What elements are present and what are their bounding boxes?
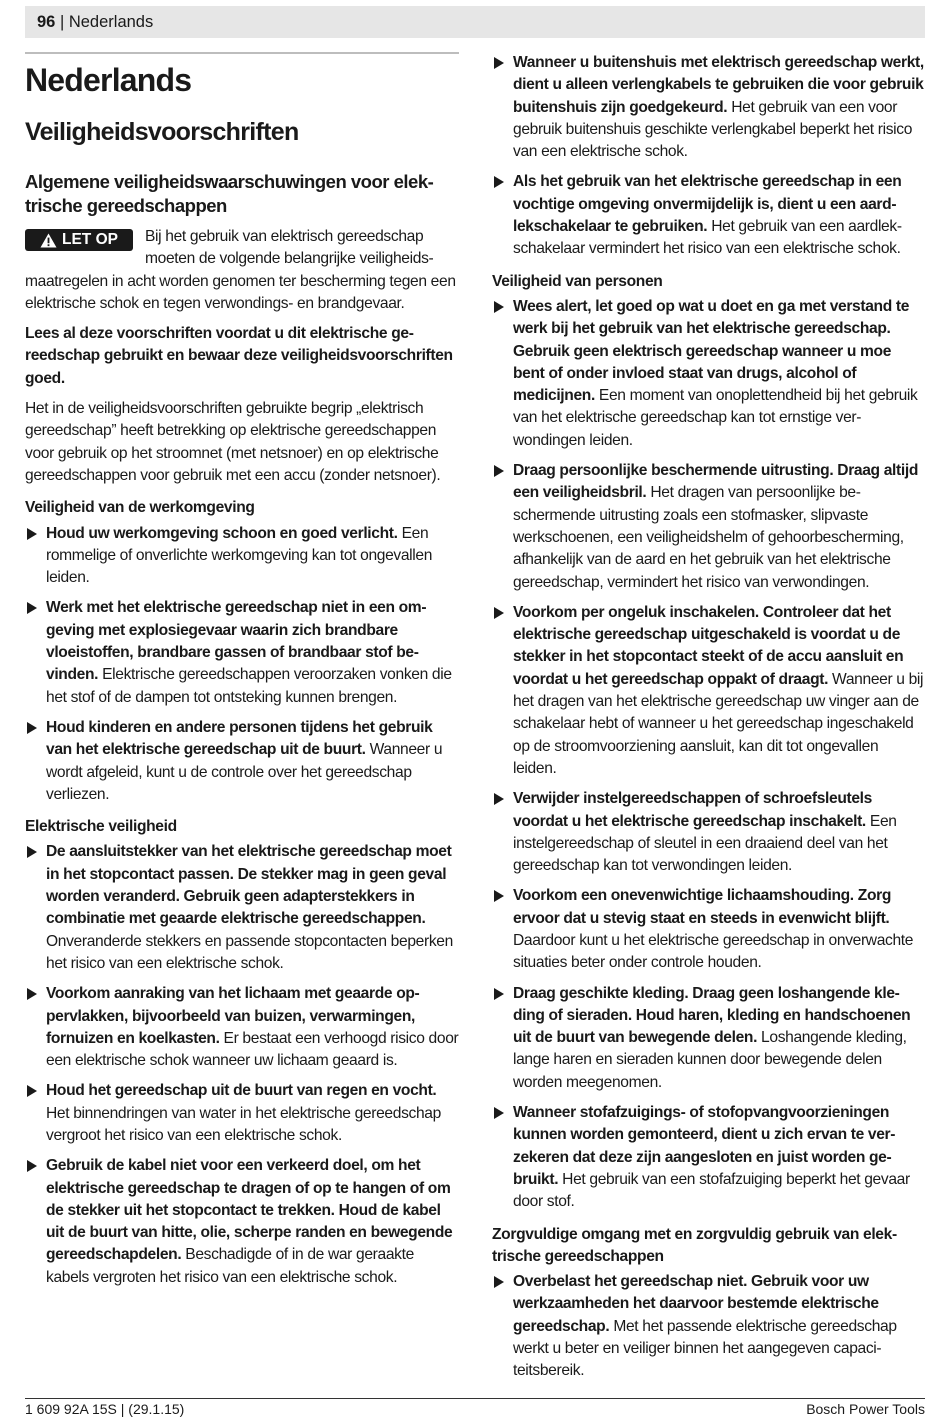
item-bold: Houd het gereedschap uit de buurt van regen en vocht.: [46, 1082, 437, 1100]
item-text: Het gebruik van een stofafzuiging beperkt het gevaar door stof.: [513, 1170, 910, 1211]
item-text: Een rommelige of onverlichte werkomgeving kan tot ongevallen leiden.: [46, 524, 433, 587]
list-item: [25, 1155, 459, 1289]
bullet-triangle-icon: [494, 607, 504, 619]
left-column: [25, 52, 459, 1297]
page-title: Nederlands: [25, 62, 192, 98]
item-text: Het gebruik van een aardlekschakelaar vermindert het risico van een elektrische schok.: [513, 218, 903, 258]
bullet-triangle-icon: [494, 57, 504, 69]
subsection-title: Veiligheid van personen: [492, 272, 663, 290]
footer-rule: [25, 1398, 925, 1399]
top-rule: [25, 52, 459, 54]
subsection-title: Zorgvuldige omgang met en zorgvuldig gebruik van elektrische gereedschappen: [492, 1225, 898, 1265]
item-bold: Houd kinderen en andere personen tijdens het gebruik van het elektrische gereedschap uit de buurt.: [46, 718, 433, 759]
list-item: [492, 52, 925, 163]
list-item: [492, 460, 925, 594]
bullet-triangle-icon: [494, 176, 504, 188]
bullet-triangle-icon: [27, 988, 37, 1000]
bullet-triangle-icon: [494, 890, 504, 902]
header-separator: |: [59, 13, 65, 31]
subsection-title: Veiligheid van de werkomgeving: [25, 499, 255, 517]
list-item: [25, 523, 459, 590]
footer-brand: Bosch Power Tools: [806, 1401, 925, 1417]
list-item: [492, 885, 925, 974]
bullet-triangle-icon: [27, 1085, 37, 1097]
bullet-triangle-icon: [494, 988, 504, 1000]
bullet-triangle-icon: [27, 1160, 37, 1172]
item-bold: Overbelast het gereedschap niet. Gebruik voor uw werkzaamheden het daarvoor bestemde elektrische gereedschap.: [513, 1273, 879, 1335]
warning-block: [25, 226, 459, 315]
item-bold: Wanneer u buitenshuis met elektrisch gereedschap werkt, dient u alleen verlengkabels te gebruiken die voor gebruik buitenshuis zijn goedgekeurd.: [513, 54, 924, 116]
item-text: Een moment van onoplettendheid bij het gebruik van het elektrische gereedschap kan tot ernstige verwondingen leiden.: [513, 387, 918, 449]
item-text: Loshangende kleding, lange haren en sieraden kunnen door bewegende delen worden meegenomen.: [513, 1029, 907, 1091]
right-column: [492, 52, 925, 1391]
header-section: Nederlands: [68, 13, 154, 31]
warning-badge-label: LET OP: [62, 231, 118, 248]
subheading: Algemene veiligheidswaarschuwingen voor elektrische gereedschappen: [25, 171, 434, 216]
bullet-triangle-icon: [494, 793, 504, 805]
bullet-triangle-icon: [27, 846, 37, 858]
item-bold: Voorkom een onevenwichtige lichaamshouding. Zorg ervoor dat u stevig staat en steeds in evenwicht blijft.: [513, 887, 892, 927]
list-item: [25, 841, 459, 975]
item-bold: Voorkom per ongeluk inschakelen. Controleer dat het elektrische gereedschap uitgeschakeld is voordat u de stekker in het stopcontact steekt of de accu aansluit en voordat u het gereedschap oppakt of draagt.: [513, 603, 904, 688]
bullet-triangle-icon: [494, 465, 504, 477]
section-heading: Veiligheidsvoorschriften: [25, 118, 299, 146]
list-item: [492, 983, 925, 1094]
page-number: 96: [37, 13, 56, 31]
bullet-triangle-icon: [27, 722, 37, 734]
warning-badge: [25, 229, 133, 251]
item-text: Een instelgereedschap of sleutel in een draaiend deel van het gereedschap kan tot verwondingen leiden.: [513, 812, 897, 875]
item-text: Wanneer u wordt afgeleid, kunt u de controle over het gereedschap verliezen.: [46, 741, 443, 803]
item-text: Er bestaat een verhoogd risico door een elektrische schok wanneer uw lichaam geaard is.: [46, 1029, 459, 1070]
item-bold: De aansluitstekker van het elektrische gereedschap moet in het stopcontact passen. De stekker mag in geen geval worden veranderd. Gebruik geen adapterstekkers in combinatie met geaarde elektrische gereedschappen.: [46, 843, 452, 928]
item-bold: Gebruik de kabel niet voor een verkeerd doel, om het elektrische gereedschap te dragen of op te hangen of om de stekker uit het stopcontact te trekken. Houd de kabel uit de buurt van hitte, olie, scherpe randen en bewegende gereedschapdelen.: [46, 1157, 453, 1264]
bullet-triangle-icon: [27, 602, 37, 614]
item-text: Elektrische gereedschappen veroorzaken vonken die het stof of de dampen tot ontsteking kunnen brengen.: [46, 666, 452, 706]
item-text: Het binnendringen van water in het elektrische gereedschap vergroot het risico van een elektrische schok.: [46, 1104, 441, 1144]
bullet-triangle-icon: [494, 1107, 504, 1119]
item-text: Het dragen van persoonlijke beschermende uitrusting zoals een stofmasker, slipvaste werkschoenen, een veiligheidshelm of gehoorbescherming, afhankelijk van de aard en het gebruik van het elektrische gereedschap, vermindert het risico van verwondingen.: [513, 484, 904, 591]
list-item: [492, 788, 925, 877]
list-item: [492, 1102, 925, 1213]
page-header: [25, 6, 925, 38]
list-item: [25, 717, 459, 806]
item-bold: Wanneer stofafzuigings- of stofopvangvoorzieningen kunnen worden gemonteerd, dient u zich ervan te verzekeren dat deze zijn aangesloten en juist worden gebruikt.: [513, 1104, 896, 1188]
item-bold: Voorkom aanraking van het lichaam met geaarde oppervlakken, bijvoorbeeld van buizen, verwarmingen, fornuizen en koelkasten.: [46, 985, 420, 1047]
item-bold: Wees alert, let goed op wat u doet en ga met verstand te werk bij het gebruik van het elektrische gereedschap. Gebruik geen elektrisch gereedschap wanneer u moe bent of onder invloed staat van drugs, alcohol of medicijnen.: [513, 297, 910, 405]
list-item: [492, 171, 925, 260]
item-text: Daardoor kunt u het elektrische gereedschap in onverwachte situaties beter onder controle houden.: [513, 931, 914, 972]
item-text: Beschadigde of in de war geraakte kabels vergroten het risico van een elektrische schok.: [46, 1246, 414, 1286]
bullet-triangle-icon: [494, 301, 504, 313]
bullet-triangle-icon: [494, 1276, 504, 1288]
item-bold: Draag geschikte kleding. Draag geen loshangende kleding of sieraden. Houd haren, kleding en handschoenen uit de buurt van bewegende delen.: [513, 984, 911, 1047]
footer-doc-code: 1 609 92A 15S | (29.1.15): [25, 1401, 185, 1417]
item-text: Onveranderde stekkers en passende stopcontacten beperken het risico van een elektrische schok.: [46, 932, 453, 972]
item-bold: Verwijder instelgereedschappen of schroefsleutels voordat u het elektrische gereedschap inschakelt.: [513, 790, 872, 830]
item-text: Wanneer u bij het dragen van het elektrische gereedschap uw vinger aan de schakelaar hebt of wanneer u het gereedschap ingeschakeld op de stroomvoorziening aansluit, kan dit tot ongevallen leiden.: [513, 670, 924, 777]
intro-text: Bij het gebruik van elektrisch gereedschap moeten de volgende belangrijke veiligheidsmaatregelen in acht worden genomen ter bescherming tegen een elektrische schok en tegen verwondings- en brandgevaar.: [25, 228, 456, 312]
list-item: [492, 602, 925, 780]
item-bold: Draag persoonlijke beschermende uitrusting. Draag altijd een veiligheidsbril.: [513, 462, 919, 502]
list-item: [25, 1080, 459, 1147]
list-item: [25, 983, 459, 1072]
list-item: [492, 296, 925, 452]
item-bold: Als het gebruik van het elektrische gereedschap in een vochtige omgeving onvermijdelijk is, dient u een aardlekschakelaar te gebruiken.: [513, 173, 902, 236]
item-bold: Houd uw werkomgeving schoon en goed verlicht.: [46, 524, 398, 542]
subsection-title: Elektrische veiligheid: [25, 818, 177, 836]
item-text: Het gebruik van een voor gebruik buitenshuis geschikte verlengkabel beperkt het risico van een elektrische schok.: [513, 98, 913, 161]
list-item: [25, 597, 459, 708]
definition-text: Het in de veiligheidsvoorschriften gebruikte begrip „elektrisch gereedschap” heeft betrekking op elektrische gereedschappen voor gebruik op het stroomnet (met netsnoer) en op elektrische gereedschappen voor gebruik met een accu (zonder netsnoer).: [25, 400, 441, 484]
bullet-triangle-icon: [27, 528, 37, 540]
item-bold: Werk met het elektrische gereedschap niet in een omgeving met explosiegevaar waarin zich brandbare vloeistoffen, brandbare gassen of brandbaar stof bevinden.: [46, 599, 427, 684]
list-item: [492, 1271, 925, 1382]
read-note: Lees al deze voorschriften voordat u dit elektrische gereedschap gebruikt en bewaar deze veiligheidsvoorschriften goed.: [25, 325, 453, 387]
item-text: Met het passende elektrische gereedschap werkt u beter en veiliger binnen het aangegeven capaciteitsbereik.: [513, 1317, 897, 1380]
warning-triangle-icon: [40, 233, 57, 248]
